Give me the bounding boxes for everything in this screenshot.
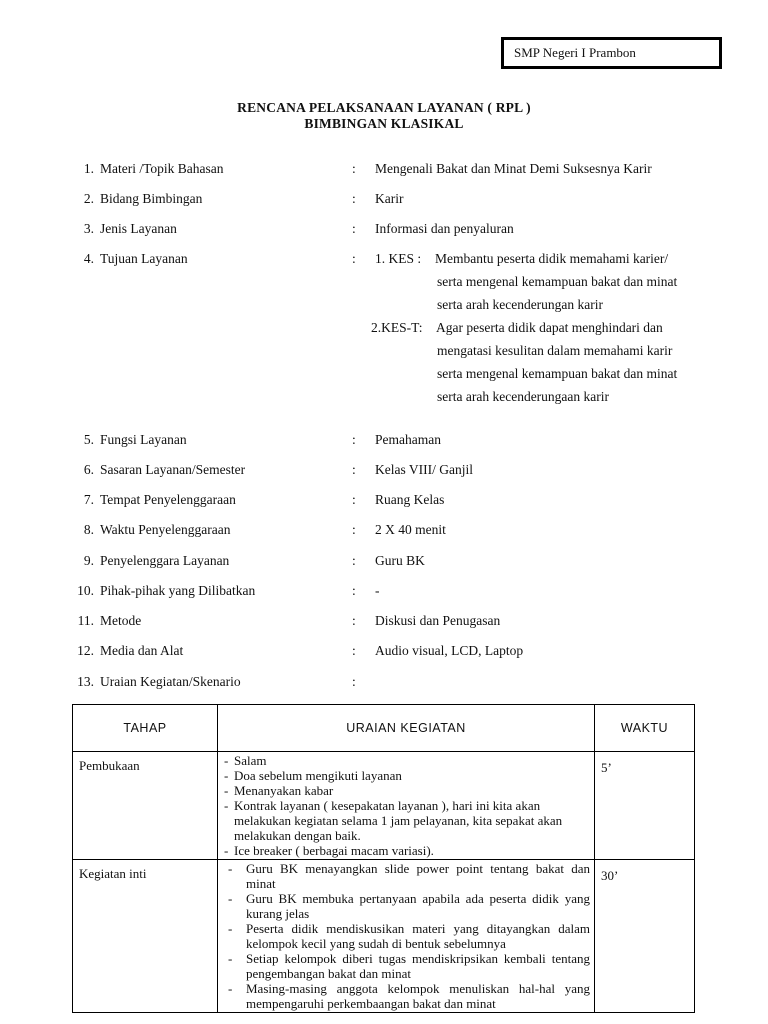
document-subtitle: BIMBINGAN KLASIKAL — [304, 116, 464, 131]
field-number: 9. — [83, 553, 94, 568]
kest-line: serta arah kecenderungaan karir — [437, 389, 610, 404]
list-item: - Masing-masing anggota kelompok menuliskan hal-hal yang mempengaruhi perkembaangan bakat dan minat — [222, 981, 590, 1011]
tahap-cell: Pembukaan — [73, 752, 218, 860]
field-number: 3. — [83, 221, 94, 236]
tahap-cell: Kegiatan inti — [73, 860, 218, 1013]
uraian-cell — [218, 860, 595, 1013]
field-value: Audio visual, LCD, Laptop — [375, 643, 524, 658]
table-row — [73, 752, 695, 860]
list-item: - Kontrak layanan ( kesepakatan layanan ), hari ini kita akan melakukan kegiatan selama 1 jam pelayanan, kita sepakat akan melakukan dengan baik. — [222, 798, 590, 843]
document-title: RENCANA PELAKSANAAN LAYANAN ( RPL ) — [237, 100, 531, 115]
field-value: Diskusi dan Penugasan — [375, 613, 501, 628]
field-label: Media dan Alat — [100, 643, 184, 658]
table-row — [73, 860, 695, 1013]
field-value: Guru BK — [375, 553, 425, 568]
list-item: - Setiap kelompok diberi tugas mendiskripsikan kembali tentang pengembangan bakat dan minat — [222, 951, 590, 981]
kes-line: Membantu peserta didik memahami karier/ — [435, 251, 669, 266]
list-item: - Guru BK menayangkan slide power point tentang bakat dan minat — [222, 861, 590, 891]
kes-label: 1. KES : — [375, 251, 422, 266]
field-label: Tujuan Layanan — [100, 251, 188, 266]
field-value: Kelas VIII/ Ganjil — [375, 462, 473, 477]
school-name-box: SMP Negeri I Prambon — [501, 37, 722, 69]
list-item: - Ice breaker ( berbagai macam variasi). — [222, 843, 590, 858]
field-number: 2. — [83, 191, 94, 206]
activity-list — [222, 753, 590, 858]
waktu-cell: 30’ — [595, 860, 695, 1013]
list-item: - Menanyakan kabar — [222, 783, 590, 798]
field-colon: : — [352, 191, 356, 206]
field-label: Penyelenggara Layanan — [100, 553, 230, 568]
field-label: Materi /Topik Bahasan — [100, 161, 224, 176]
field-number: 4. — [83, 251, 94, 266]
field-label: Sasaran Layanan/Semester — [100, 462, 246, 477]
field-colon: : — [352, 432, 356, 447]
kes-line: serta mengenal kemampuan bakat dan minat — [437, 274, 678, 289]
field-label: Metode — [100, 613, 142, 628]
field-number: 12. — [77, 643, 94, 658]
field-value: Informasi dan penyaluran — [375, 221, 514, 236]
kes-line: serta arah kecenderungan karir — [437, 297, 604, 312]
activity-list — [222, 861, 590, 1011]
field-colon: : — [352, 251, 356, 266]
list-item: - Guru BK membuka pertanyaan apabila ada peserta didik yang kurang jelas — [222, 891, 590, 921]
field-label: Waktu Penyelenggaraan — [100, 522, 231, 537]
header-uraian: URAIAN KEGIATAN — [218, 705, 595, 752]
field-colon: : — [352, 522, 356, 537]
list-item: - Doa sebelum mengikuti layanan — [222, 768, 590, 783]
field-colon: : — [352, 462, 356, 477]
field-colon: : — [352, 553, 356, 568]
field-number: 8. — [83, 522, 94, 537]
skenario-table — [72, 704, 695, 1013]
field-label: Pihak-pihak yang Dilibatkan — [100, 583, 256, 598]
field-label: Bidang Bimbingan — [100, 191, 203, 206]
field-label: Fungsi Layanan — [100, 432, 187, 447]
field-colon: : — [352, 613, 356, 628]
waktu-cell: 5’ — [595, 752, 695, 860]
field-number: 13. — [77, 674, 94, 689]
kest-line: mengatasi kesulitan dalam memahami karir — [437, 343, 673, 358]
header-tahap: TAHAP — [73, 705, 218, 752]
field-colon: : — [352, 674, 356, 689]
field-colon: : — [352, 221, 356, 236]
field-label: Uraian Kegiatan/Skenario — [100, 674, 241, 689]
field-number: 7. — [83, 492, 94, 507]
field-value: Ruang Kelas — [375, 492, 445, 507]
field-number: 5. — [83, 432, 94, 447]
field-number: 1. — [83, 161, 94, 176]
table-header-row — [73, 705, 695, 752]
list-item: - Peserta didik mendiskusikan materi yang ditayangkan dalam kelompok kecil yang sudah di bentuk sebelumnya — [222, 921, 590, 951]
field-number: 10. — [77, 583, 94, 598]
field-colon: : — [352, 161, 356, 176]
field-label: Tempat Penyelenggaraan — [100, 492, 236, 507]
kest-line: serta mengenal kemampuan bakat dan minat — [437, 366, 678, 381]
field-label: Jenis Layanan — [100, 221, 177, 236]
field-value: Karir — [375, 191, 404, 206]
kest-line: Agar peserta didik dapat menghindari dan — [436, 320, 663, 335]
field-value: Mengenali Bakat dan Minat Demi Suksesnya Karir — [375, 161, 652, 176]
field-value: Pemahaman — [375, 432, 441, 447]
field-value: 2 X 40 menit — [375, 522, 446, 537]
field-value: - — [375, 583, 380, 598]
field-number: 6. — [83, 462, 94, 477]
field-colon: : — [352, 643, 356, 658]
uraian-cell — [218, 752, 595, 860]
list-item: - Salam — [222, 753, 590, 768]
kest-label: 2.KES-T: — [371, 320, 423, 335]
field-colon: : — [352, 583, 356, 598]
field-number: 11. — [77, 613, 94, 628]
field-colon: : — [352, 492, 356, 507]
header-waktu: WAKTU — [595, 705, 695, 752]
